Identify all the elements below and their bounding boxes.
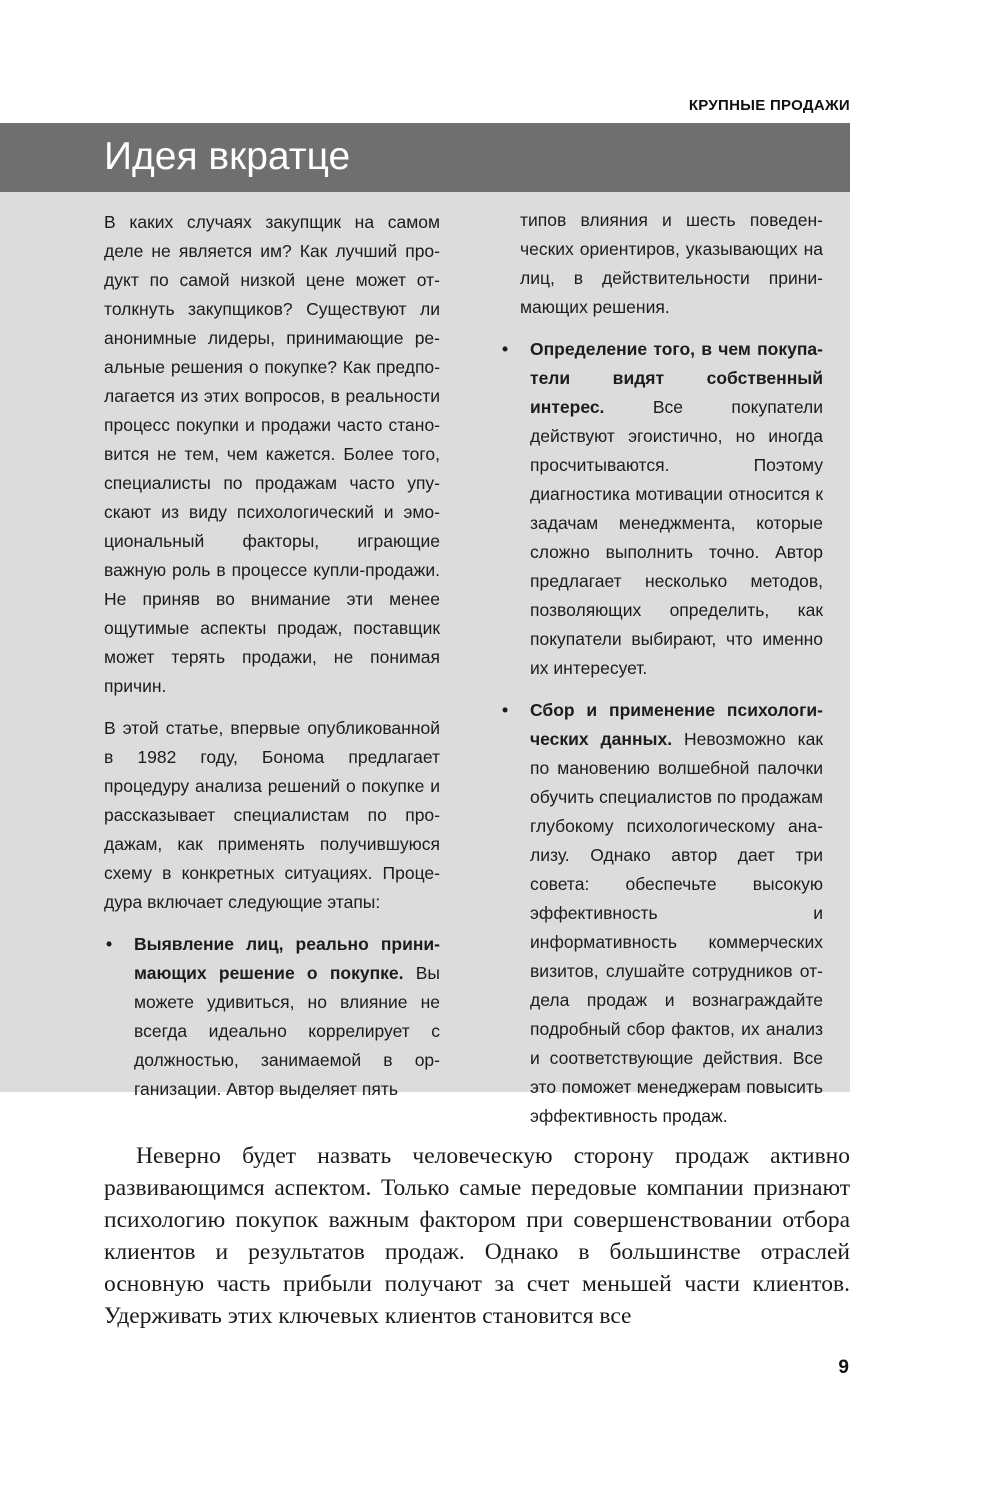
summary-paragraph: В этой статье, впервые опубликованной в 1982 году, Бонома предлагает процедуру анализа решений о покупке и рассказывает специалистам по продажам, как применять получившуюся схему в конкретных ситуациях. Процедура включает следующие этапы: bbox=[104, 718, 440, 912]
summary-paragraph: В каких случаях закупщик на самом деле не является им? Как лучший продукт по самой низкой цене может оттолкнуть закупщиков? Существуют ли анонимные лидеры, принимающие реальные решения о покупке? Как предполагается из этих вопросов, в реальности процесс покупки и продажи часто становится не тем, чем кажется. Более того, специалисты по продажам часто упускают из виду психологический и эмоциональный факторы, играющие важную роль в процессе купли-продажи. Не приняв во внимание эти менее ощутимые аспекты продаж, поставщик может терять продажи, не понимая причин. bbox=[104, 212, 440, 696]
summary-box-title-bar bbox=[0, 123, 850, 192]
bullet-lead: Выявление лиц, реально принимающих решение о покупке. bbox=[134, 934, 440, 983]
running-head: КРУПНЫЕ ПРОДАЖИ bbox=[688, 97, 850, 114]
bullet-icon: • bbox=[502, 700, 509, 720]
bullet-text: Все покупатели действуют эгоистично, но иногда просчитываются. Поэтому диагностика мотивации относится к задачам менеджмента, которые сложно выполнить точно. Автор предлагает несколько методов, позволяющих определить, как покупатели выбирают, что именно их интересует. bbox=[530, 397, 823, 678]
bullet-item bbox=[500, 335, 823, 683]
bullet-text: Вы можете удивиться, но влияние не всегда идеально коррелирует с должностью, занимаемой в организации. Автор выделяет пять bbox=[134, 963, 440, 1099]
body-paragraph: Неверно будет назвать человеческую сторону продаж активно развивающимся аспектом. Только самые передовые компании признают психологию покупок важным фактором при совершенствовании отбора клиентов и результатов продаж. Однако в большинстве отраслей основную часть прибыли получают за счет меньшей части клиентов. Удерживать этих ключевых клиентов становится все bbox=[104, 1143, 850, 1329]
bullet-lead: Определение того, в чем покупатели видят собственный интерес. bbox=[530, 339, 823, 417]
bullet-continuation: типов влияния и шесть поведенческих ориентиров, указывающих на лиц, в действительности принимающих решения. bbox=[520, 210, 823, 317]
bullet-text: Невозможно как по мановению волшебной палочки обучить специалистов по продажам глубокому психологическому анализу. Однако автор дает три совета: обеспечьте высокую эффективность и информативность коммерческих визитов, слушайте сотрудников отдела продаж и вознаграждайте подробный сбор фактов, их анализ и соответствующие действия. Все это поможет менеджерам повысить эффективность продаж. bbox=[530, 729, 823, 1126]
bullet-icon: • bbox=[106, 934, 113, 954]
page-number: 9 bbox=[838, 1357, 849, 1378]
summary-box-title: Идея вкратце bbox=[104, 135, 351, 178]
summary-column-right bbox=[500, 206, 823, 1144]
summary-column-left bbox=[104, 208, 440, 1117]
bullet-item bbox=[500, 696, 823, 1131]
main-body-text bbox=[104, 1140, 850, 1332]
bullet-item bbox=[104, 930, 440, 1104]
summary-box bbox=[0, 192, 850, 1126]
bullet-icon: • bbox=[502, 339, 509, 359]
bullet-lead: Сбор и применение психологических данных. bbox=[530, 700, 823, 749]
